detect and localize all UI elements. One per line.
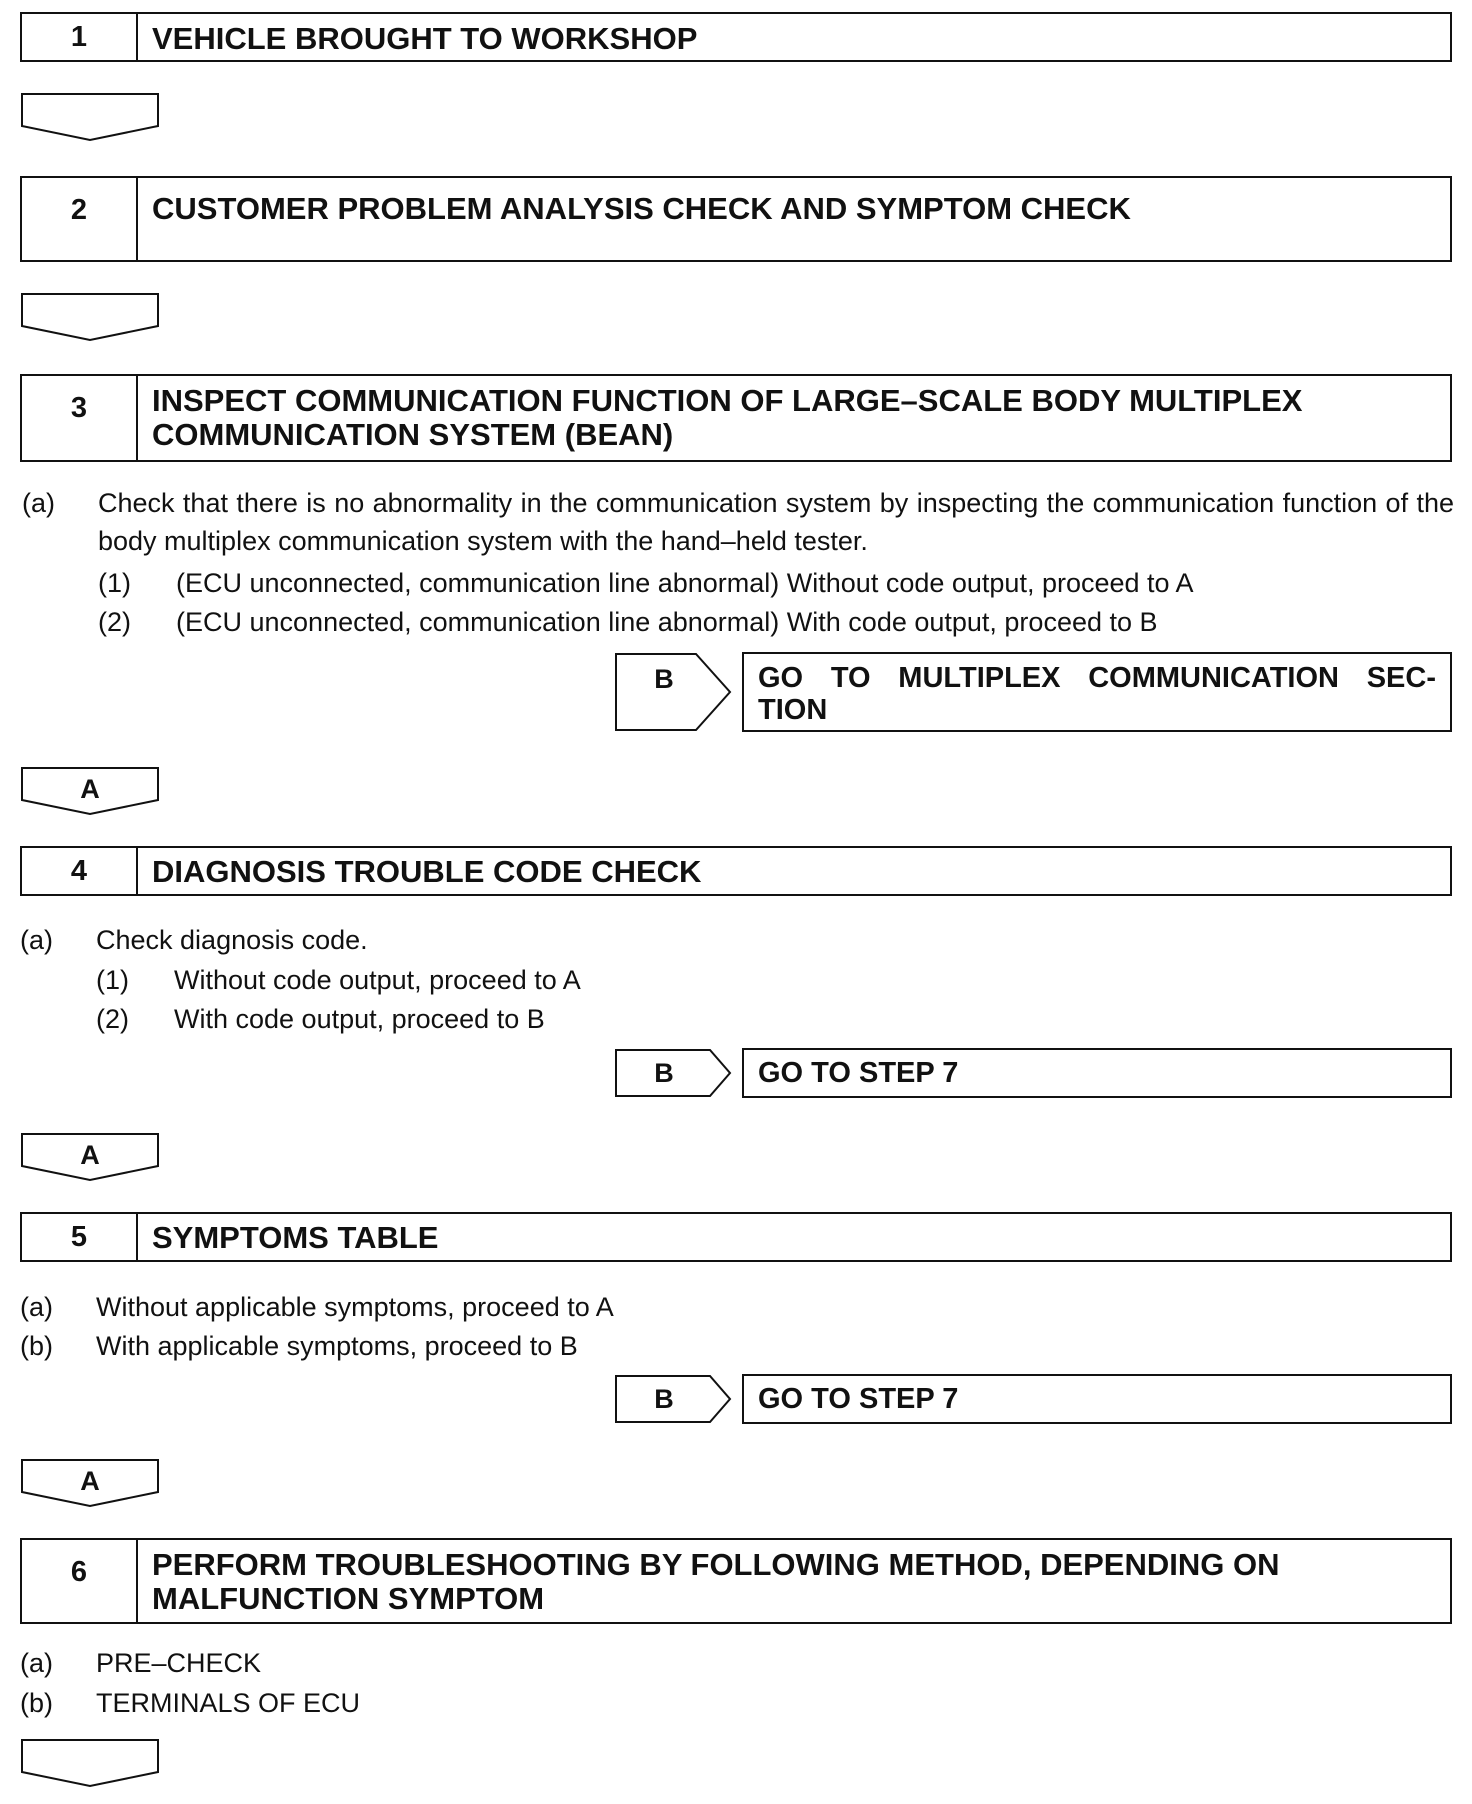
step-number: 2: [22, 178, 138, 260]
flow-connector: [20, 92, 160, 142]
branch-b: [614, 1048, 1452, 1098]
branch-b: [614, 652, 1452, 732]
step-title: SYMPTOMS TABLE: [152, 1220, 439, 1255]
branch-label: B: [654, 664, 674, 694]
item-label: (2): [98, 607, 131, 637]
step-5-box: [20, 1212, 1452, 1262]
item-label: (b): [20, 1331, 53, 1361]
step-title: INSPECT COMMUNICATION FUNCTION OF LARGE–SCALE BODY MULTIPLEX COMMUNICATION SYSTEM (BEAN): [152, 383, 1303, 452]
step-3-box: [20, 374, 1452, 462]
connector-label: A: [80, 1466, 100, 1496]
step-number: 5: [22, 1214, 138, 1260]
branch-label: B: [654, 1057, 674, 1088]
flow-connector: [20, 1738, 160, 1788]
branch-b: [614, 1374, 1452, 1424]
item-label: (2): [96, 1004, 129, 1034]
flow-connector-a: [20, 1132, 160, 1182]
connector-label: A: [80, 1140, 100, 1170]
step-title: VEHICLE BROUGHT TO WORKSHOP: [152, 21, 698, 56]
step-6-box: [20, 1538, 1452, 1624]
instruction-text: (ECU unconnected, communication line abnormal) Without code output, proceed to A: [176, 568, 1194, 598]
step-title: CUSTOMER PROBLEM ANALYSIS CHECK AND SYMPTOM CHECK: [152, 191, 1131, 226]
instruction-text: Check diagnosis code.: [96, 925, 368, 955]
step-number: 1: [22, 14, 138, 60]
step-title: DIAGNOSIS TROUBLE CODE CHECK: [152, 854, 702, 889]
step-number: 6: [22, 1540, 138, 1622]
item-label: (a): [20, 925, 53, 955]
step-1-box: [20, 12, 1452, 62]
flow-connector: [20, 292, 160, 342]
flow-connector-a: [20, 1458, 160, 1508]
instruction-text: TERMINALS OF ECU: [96, 1688, 361, 1718]
item-label: (1): [96, 965, 129, 995]
item-label: (1): [98, 568, 131, 598]
step-number: 4: [22, 848, 138, 894]
branch-target: GO TO STEP 7: [742, 1048, 1452, 1098]
item-label: (a): [20, 1648, 53, 1678]
step-number: 3: [22, 376, 138, 460]
item-label: (a): [20, 1292, 53, 1322]
instruction-text: With code output, proceed to B: [174, 1004, 545, 1034]
branch-target: GO TO MULTIPLEX COMMUNICATION SEC- TION: [742, 652, 1452, 732]
instruction-text: (ECU unconnected, communication line abnormal) With code output, proceed to B: [176, 607, 1158, 637]
instruction-text: PRE–CHECK: [96, 1648, 262, 1678]
item-label: (a): [22, 488, 55, 518]
step-title: PERFORM TROUBLESHOOTING BY FOLLOWING METHOD, DEPENDING ON MALFUNCTION SYMPTOM: [152, 1547, 1280, 1616]
connector-label: A: [80, 774, 100, 804]
step-4-box: [20, 846, 1452, 896]
instruction-text: Without applicable symptoms, proceed to A: [96, 1292, 614, 1322]
instruction-text: Check that there is no abnormality in the communication system by inspecting the communication function of the body multiplex communication system with the hand–held tester.: [98, 488, 1454, 556]
flow-connector-a: [20, 766, 160, 816]
branch-label: B: [654, 1383, 674, 1414]
item-label: (b): [20, 1688, 53, 1718]
step-2-box: [20, 176, 1452, 262]
branch-target: GO TO STEP 7: [742, 1374, 1452, 1424]
instruction-text: With applicable symptoms, proceed to B: [96, 1331, 578, 1361]
instruction-text: Without code output, proceed to A: [174, 965, 581, 995]
